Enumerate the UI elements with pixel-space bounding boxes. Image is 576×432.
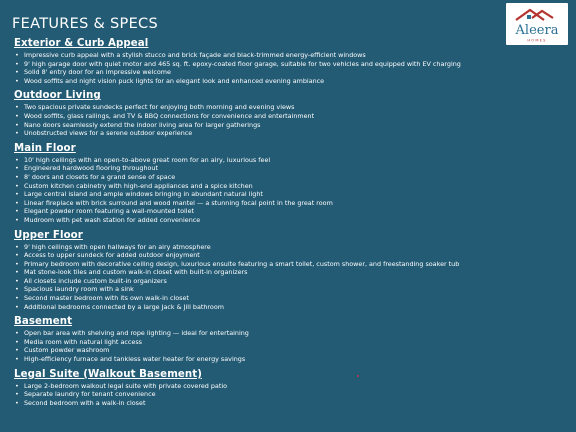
list-item — [14, 329, 559, 338]
list-item — [14, 346, 559, 355]
list-item — [14, 243, 559, 252]
list-item-text: Linear fireplace with brick surround and wood mantel — a stunning focal point in the great room — [24, 198, 333, 207]
section-heading: Exterior & Curb Appeal — [14, 38, 149, 49]
list-item — [14, 190, 559, 199]
list-item-text: Additional bedrooms connected by a large Jack & Jill bathroom — [24, 302, 224, 311]
list-item-text: Unobstructed views for a serene outdoor experience — [24, 129, 193, 138]
list-item-text: Mudroom with pet wash station for added convenience — [24, 215, 201, 224]
list-item-text: 8' doors and closets for a grand sense of space — [24, 172, 176, 181]
decorative-dot — [357, 375, 359, 377]
bullet-icon: • — [15, 111, 19, 120]
list-item-text: Media room with natural light access — [24, 337, 142, 346]
list-item — [14, 173, 559, 182]
bullet-icon: • — [15, 120, 19, 129]
list-item — [14, 277, 559, 286]
bullet-icon: • — [15, 381, 19, 390]
section — [14, 38, 559, 85]
list-item-text: Custom powder washroom — [24, 346, 110, 355]
bullet-icon: • — [15, 129, 19, 138]
bullet-icon: • — [15, 76, 19, 85]
list-item-text: Primary bedroom with decorative ceiling design, luxurious ensuite featuring a smart toilet, custom shower, and freestanding soaker tub — [24, 259, 460, 268]
list-item-text: Custom kitchen cabinetry with high-end appliances and a spice kitchen — [24, 181, 253, 190]
list-item — [14, 260, 559, 269]
list-item — [14, 251, 559, 260]
list-item — [14, 156, 559, 165]
bullet-icon: • — [15, 276, 19, 285]
bullet-icon: • — [15, 59, 19, 68]
bullet-list — [14, 382, 559, 408]
bullet-icon: • — [15, 390, 19, 399]
list-item — [14, 77, 559, 86]
list-item — [14, 103, 559, 112]
features-list — [14, 38, 559, 412]
list-item — [14, 129, 559, 138]
bullet-list — [14, 156, 559, 225]
list-item — [14, 68, 559, 77]
section — [14, 316, 559, 363]
section — [14, 143, 559, 225]
bullet-icon: • — [15, 68, 19, 77]
section — [14, 230, 559, 312]
bullet-icon: • — [15, 355, 19, 364]
bullet-icon: • — [15, 346, 19, 355]
list-item-text: Wood soffits and night vision puck lights for an elegant look and enhanced evening ambiance — [24, 76, 325, 85]
section-heading: Basement — [14, 316, 73, 328]
section — [14, 90, 559, 137]
list-item-text: Open bar area with shelving and rope lighting — ideal for entertaining — [24, 329, 249, 338]
bullet-icon: • — [15, 251, 19, 260]
list-item-text: 10' high ceilings with an open-to-above great room for an airy, luxurious feel — [24, 155, 271, 164]
list-item-text: 9' high ceilings with open hallways for an airy atmosphere — [24, 242, 211, 251]
bullet-icon: • — [15, 337, 19, 346]
list-item-text: 9' high garage door with quiet motor and 465 sq. ft. epoxy-coated floor garage, suitable for two vehicles and equipped with EV charging — [24, 59, 461, 68]
list-item-text: Impressive curb appeal with a stylish stucco and brick façade and black-trimmed energy-efficient windows — [24, 51, 366, 59]
list-item — [14, 268, 559, 277]
bullet-icon: • — [15, 190, 19, 199]
list-item — [14, 60, 559, 69]
section — [14, 369, 559, 408]
list-item-text: High-efficiency furnace and tankless water heater for energy savings — [24, 355, 246, 364]
list-item — [14, 285, 559, 294]
bullet-icon: • — [15, 398, 19, 407]
list-item — [14, 112, 559, 121]
list-item — [14, 121, 559, 130]
bullet-icon: • — [15, 155, 19, 164]
logo-tagline-text: HOMES — [527, 38, 547, 43]
list-item — [14, 303, 559, 312]
bullet-icon: • — [15, 198, 19, 207]
list-item-text: Elegant powder room featuring a wall-mounted toilet — [24, 207, 195, 216]
list-item-text: Access to upper sundeck for added outdoor enjoyment — [24, 251, 200, 260]
logo-name-text: Aleera — [515, 23, 559, 38]
bullet-list — [14, 103, 559, 137]
list-item — [14, 382, 559, 391]
section-heading: Legal Suite (Walkout Basement) — [14, 368, 202, 380]
list-item — [14, 199, 559, 208]
section-heading: Main Floor — [14, 142, 76, 154]
bullet-icon: • — [15, 294, 19, 303]
bullet-icon: • — [15, 103, 19, 112]
list-item — [14, 390, 559, 399]
section-heading: Outdoor Living — [14, 90, 101, 102]
bullet-list — [14, 329, 559, 363]
bullet-icon: • — [15, 302, 19, 311]
list-item — [14, 399, 559, 408]
bullet-icon: • — [15, 181, 19, 190]
list-item — [14, 182, 559, 191]
list-item-text: Separate laundry for tenant convenience — [24, 390, 156, 399]
bullet-list — [14, 243, 559, 312]
bullet-icon: • — [15, 242, 19, 251]
bullet-icon: • — [15, 259, 19, 268]
list-item-text: Spacious laundry room with a sink — [24, 285, 134, 294]
list-item-text: Engineered hardwood flooring throughout — [24, 164, 158, 173]
list-item — [14, 355, 559, 364]
list-item-text: Solid 8' entry door for an impressive welcome — [24, 68, 171, 77]
list-item — [14, 338, 559, 347]
bullet-list — [14, 51, 559, 85]
list-item-text: Mat stone-look tiles and custom walk-in closet with built-in organizers — [24, 268, 248, 277]
list-item-text: Second master bedroom with its own walk-in closet — [24, 294, 189, 303]
bullet-icon: • — [15, 172, 19, 181]
bullet-icon: • — [15, 285, 19, 294]
list-item-text: Nano doors seamlessly extend the indoor living area for larger gatherings — [24, 120, 261, 129]
list-item — [14, 51, 559, 60]
bullet-icon: • — [15, 51, 19, 59]
list-item-text: Large 2-bedroom walkout legal suite with private covered patio — [24, 381, 228, 390]
list-item-text: Large central island and ample windows bringing in abundant natural light — [24, 190, 263, 199]
bullet-icon: • — [15, 207, 19, 216]
section-heading: Upper Floor — [14, 229, 83, 241]
list-item-text: Wood soffits, glass railings, and TV & BBQ connections for convenience and entertainment — [24, 111, 315, 120]
page-title: FEATURES & SPECS — [12, 15, 158, 32]
list-item-text: Second bedroom with a walk-in closet — [24, 398, 146, 407]
list-item-text: Two spacious private sundecks perfect for enjoying both morning and evening views — [24, 103, 295, 112]
list-item — [14, 294, 559, 303]
list-item-text: All closets include custom built-in organizers — [24, 276, 167, 285]
bullet-icon: • — [15, 329, 19, 338]
bullet-icon: • — [15, 215, 19, 224]
list-item — [14, 216, 559, 225]
bullet-icon: • — [15, 164, 19, 173]
bullet-icon: • — [15, 268, 19, 277]
list-item — [14, 164, 559, 173]
list-item — [14, 207, 559, 216]
